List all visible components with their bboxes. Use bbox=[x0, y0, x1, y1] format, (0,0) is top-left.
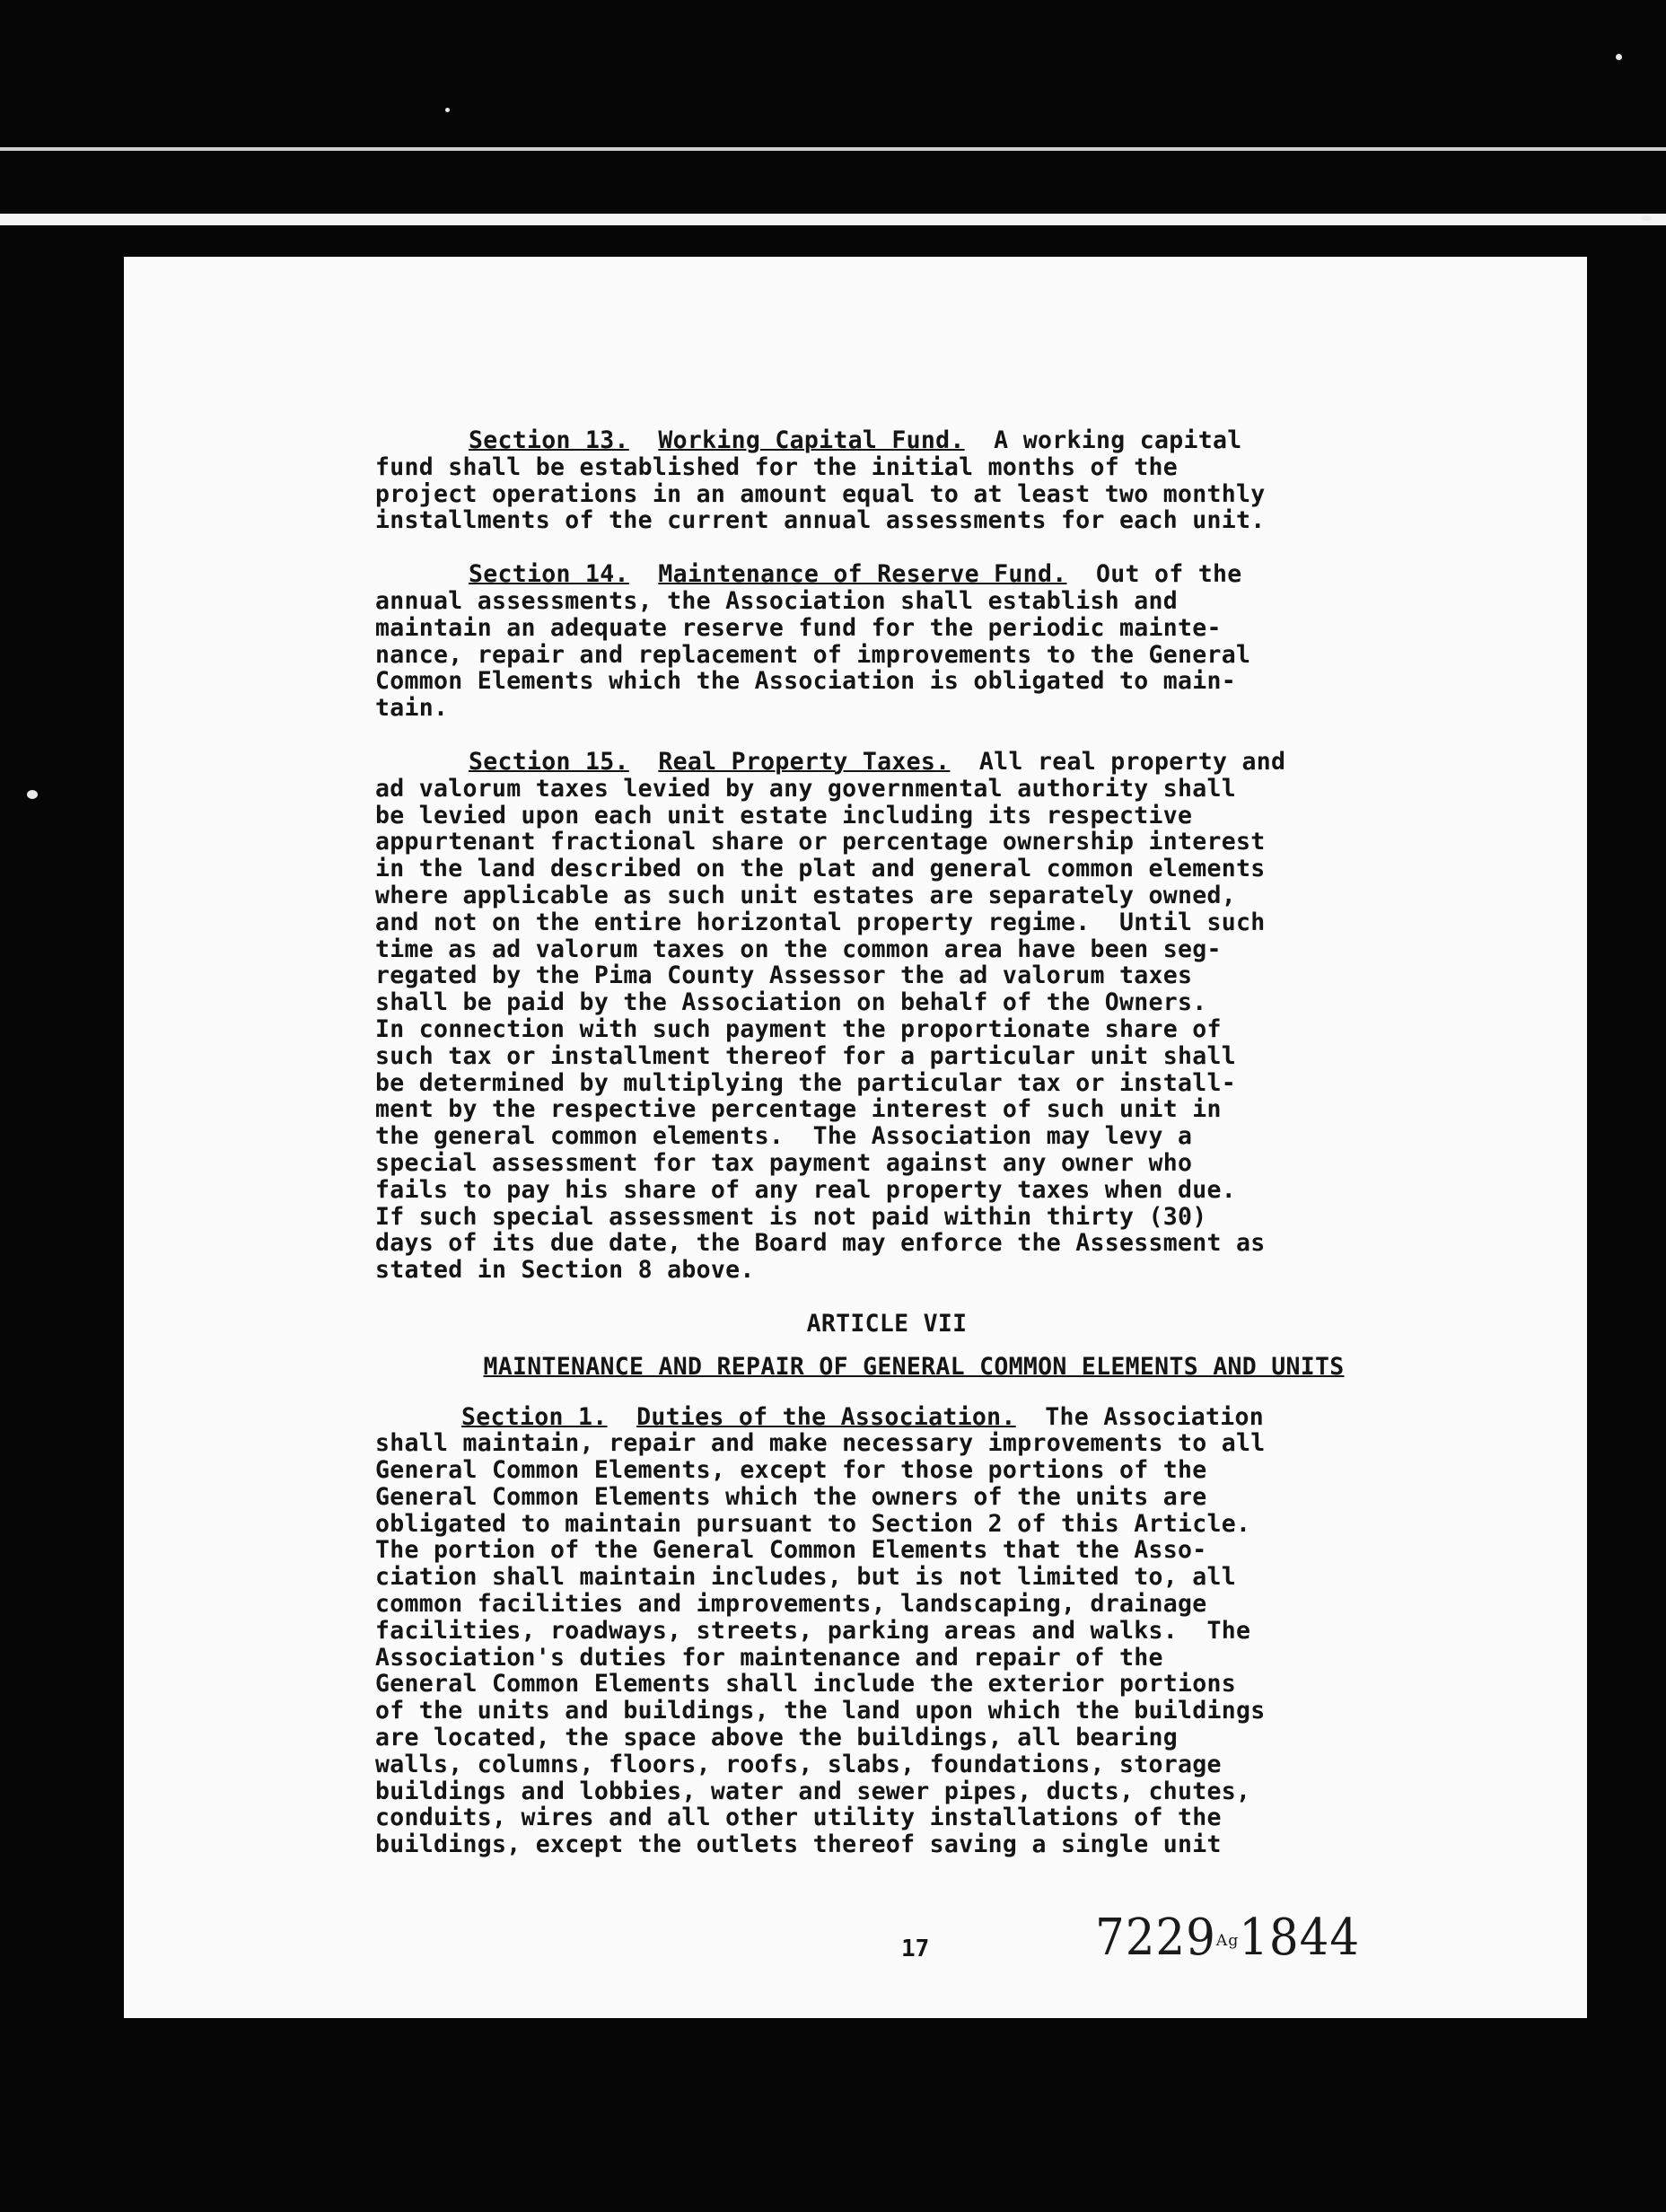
section-14 bbox=[375, 561, 1587, 722]
section-13-label: Section 13. bbox=[469, 426, 629, 454]
article-section-1 bbox=[375, 1404, 1587, 1859]
section-15-label: Section 15. bbox=[469, 747, 629, 776]
page-number: 17 bbox=[901, 1936, 930, 1962]
section-13 bbox=[375, 427, 1587, 534]
section-15-first-line: All real property and bbox=[950, 747, 1286, 776]
section-14-body: annual assessments, the Association shall establish and maintain an adequate reserve fund for the periodic mainte- nance, repair and replacement of improvements to the General Common Elements which the Association is obligated to main- tain. bbox=[375, 586, 1251, 723]
speck bbox=[27, 790, 38, 799]
body-text bbox=[375, 427, 1587, 1885]
speck bbox=[445, 108, 450, 112]
article-heading: ARTICLE VII bbox=[806, 1309, 968, 1338]
article-section-1-body: shall maintain, repair and make necessary improvements to all General Common Elements, except for those portions of the General Common Elements which the owners of the units are obligated to maintain pursuant to Section 2 of this Article. The portion of the General Common Elements that the Asso- ciation shall maintain includes, but is not limited to, all common facilities and improvements, landscaping, drainage facilities, roadways, streets, parking areas and walks. The Association's duties for maintenance and repair of the General Common Elements shall include the exterior portions of the units and buildings, the land upon which the buildings are located, the space above the buildings, all bearing walls, columns, floors, roofs, slabs, foundations, storage buildings and lobbies, water and sewer pipes, ducts, chutes, conduits, wires and all other utility installations of the buildings, except the outlets thereof saving a single unit bbox=[375, 1429, 1266, 1859]
document-page bbox=[124, 257, 1587, 2018]
top-rule-thick bbox=[0, 214, 1666, 225]
section-15-body: ad valorum taxes levied by any governmental authority shall be levied upon each unit estate including its respective appurtenant fractional share or percentage ownership interest in the land described on the plat and general common elements where applicable as such unit estates are separately owned, and not on the entire horizontal property regime. Until such time as ad valorum taxes on the common area have been seg- regated by the Pima County Assessor the ad valorum taxes shall be paid by the Association on behalf of the Owners. In connection with such payment the proportionate share of such tax or installment thereof for a particular unit shall be determined by multiplying the particular tax or install- ment by the respective percentage interest of such unit in the general common elements. The Association may levy a special assessment for tax payment against any owner who fails to pay his share of any real property taxes when due. If such special assessment is not paid within thirty (30) days of its due date, the Board may enforce the Assessment as stated in Section 8 above. bbox=[375, 774, 1266, 1285]
docket-stamp-mark: ᴬᵍ bbox=[1215, 1930, 1240, 1962]
article-section-1-label: Section 1. bbox=[461, 1402, 608, 1431]
docket-stamp-number: 7229 bbox=[1095, 1909, 1216, 1967]
section-13-title: Working Capital Fund. bbox=[658, 426, 965, 454]
speck bbox=[1616, 54, 1622, 60]
section-15-title: Real Property Taxes. bbox=[658, 747, 951, 776]
section-14-first-line: Out of the bbox=[1066, 560, 1242, 589]
article-section-1-title: Duties of the Association. bbox=[636, 1402, 1016, 1431]
section-13-body: fund shall be established for the initial months of the project operations in an amount equal to at least two monthly installments of the current annual assessments for each unit. bbox=[375, 452, 1266, 535]
top-rule-thin bbox=[0, 147, 1666, 151]
speck bbox=[1641, 215, 1652, 221]
article-section-1-first-line: The Association bbox=[1015, 1402, 1265, 1431]
article-title: MAINTENANCE AND REPAIR OF GENERAL COMMON ELEMENTS AND UNITS bbox=[483, 1352, 1345, 1381]
section-13-first-line: A working capital bbox=[964, 426, 1242, 454]
docket-stamp bbox=[1095, 1909, 1360, 1967]
section-14-label: Section 14. bbox=[469, 560, 629, 589]
section-14-title: Maintenance of Reserve Fund. bbox=[658, 560, 1067, 589]
section-15 bbox=[375, 749, 1587, 1284]
docket-stamp-suffix: 1844 bbox=[1239, 1909, 1361, 1967]
